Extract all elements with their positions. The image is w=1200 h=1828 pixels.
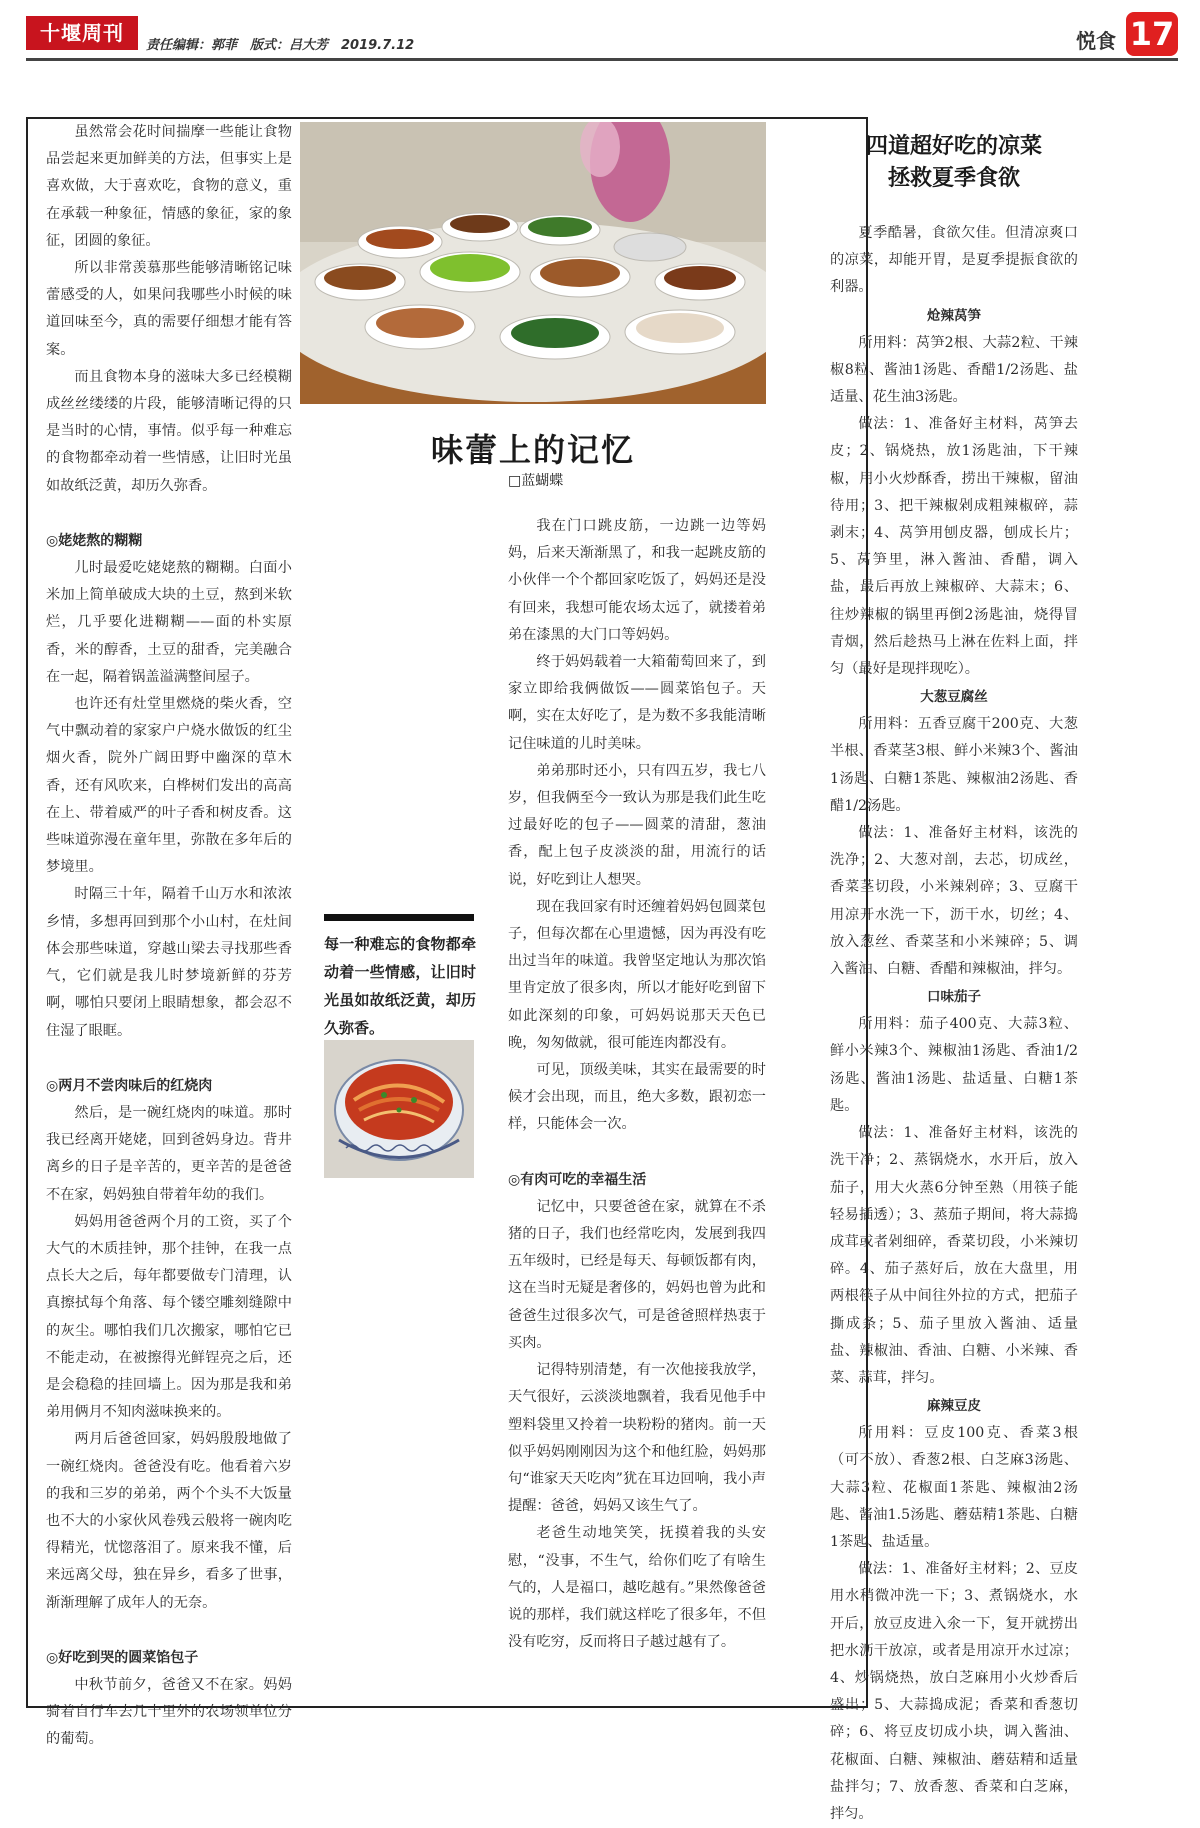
recipe-method: 做法：1、准备好主材料，该洗的洗净；2、大葱对剖，去芯，切成丝，香菜茎切段，小米辣剁碎；3、豆腐干用凉开水洗一下，沥干水，切丝；4、放入葱丝、香菜茎和小米辣碎；5、调入酱油、白糖、香醋和辣椒油，拌匀。 (830, 825, 1078, 978)
paragraph: 两月后爸爸回家，妈妈殷殷地做了一碗红烧肉。爸爸没有吃。他看着六岁的我和三岁的弟弟，两个个头不大饭量也不大的小家伙风卷残云般将一碗肉吃得精光，忧惚落泪了。原来我不懂，后来远离父母，独在异乡，看多了世事，渐渐理解了成年人的无奈。 (46, 1431, 292, 1611)
paragraph: 然后，是一碗红烧肉的味道。那时我已经离开姥姥，回到爸妈身边。背井离乡的日子是辛苦的，更辛苦的是爸爸不在家，妈妈独自带着年幼的我们。 (46, 1104, 292, 1203)
sidebar-title (830, 130, 1078, 194)
section-heading: ◎好吃到哭的圆菜馅包子 (46, 1649, 199, 1666)
recipe-title: 炝辣莴笋 (927, 307, 981, 324)
paragraph: 也许还有灶堂里燃烧的柴火香，空气中飘动着的家家户户烧水做饭的红尘烟火香，院外广阔田野中幽深的草木香，还有风吹来，白桦树们发出的高高在上、带着威严的叶子香和树皮香。这些味道弥漫在童年里，弥散在多年后的梦境里。 (46, 696, 292, 876)
recipe-ingredients: 所用料：茄子400克、大蒜3粒、鲜小米辣3个、辣椒油1汤匙、香油1/2汤匙、酱油1汤匙、盐适量、白糖1茶匙。 (830, 1016, 1078, 1114)
paragraph: 时隔三十年，隔着千山万水和浓浓乡情，多想再回到那个小山村，在灶间体会那些味道，穿越山梁去寻找那些香气，它们就是我儿时梦境新鲜的芬芳啊，哪怕只要闭上眼睛想象，都会忍不住湿了眼眶。 (46, 886, 292, 1039)
recipe-column (830, 220, 1078, 1828)
paragraph: 现在我回家有时还缠着妈妈包圆菜包子，但每次都在心里遗憾，因为再没有吃出过当年的味道。我曾坚定地认为那次馅里肯定放了很多肉，所以才能好吃到留下如此深刻的印象，可妈妈说那天天色已晚，匆匆做就，很可能连肉都没有。 (508, 898, 766, 1051)
paragraph: 所以非常羡慕那些能够清晰铭记味蕾感受的人，如果问我哪些小时候的味道回味至今，真的需要仔细想才能有答案。 (46, 260, 292, 358)
masthead-logo: 十堰周刊 (26, 16, 138, 50)
page-number: 17 (1126, 12, 1178, 56)
paragraph: 记得特别清楚，有一次他接我放学，天气很好，云淡淡地飘着，我看见他手中塑料袋里又拎着一块粉粉的猪肉。前一天似乎妈妈刚刚因为这个和他红脸，妈妈那句“谁家天天吃肉”犹在耳边回响，我小声提醒：爸爸，妈妈又该生气了。 (508, 1362, 766, 1515)
section-heading: ◎有肉可吃的幸福生活 (508, 1171, 647, 1188)
editor-info: 责任编辑：郭菲 版式：吕大芳 2019.7.12 (146, 38, 415, 53)
paragraph: 记忆中，只要爸爸在家，就算在不杀猪的日子，我们也经常吃肉，发展到我四五年级时，已经是每天、每顿饭都有肉，这在当时无疑是奢侈的，妈妈也曾为此和爸爸生过很多次气，可是爸爸照样热衷于买肉。 (508, 1198, 766, 1351)
recipe-method: 做法：1、准备好主材料；2、豆皮用水稍微冲洗一下；3、煮锅烧水，水开后，放豆皮进入氽一下，复开就捞出把水沥干放凉，或者是用凉开水过凉；4、炒锅烧热，放白芝麻用小火炒香后盛出；5、大蒜捣成泥；香菜和香葱切碎；6、将豆皮切成小块，调入酱油、花椒面、白糖、辣椒油、蘑菇精和适量盐拌匀；7、放香葱、香菜和白芝麻，拌匀。 (830, 1561, 1078, 1822)
page-header (26, 10, 1178, 60)
paragraph: 我在门口跳皮筋，一边跳一边等妈妈，后来天渐渐黑了，和我一起跳皮筋的小伙伴一个个都回家吃饭了，妈妈还是没有回来，我想可能农场太远了，就搂着弟弟在漆黑的大门口等妈妈。 (508, 518, 766, 643)
section-heading: ◎姥姥熬的糊糊 (46, 532, 143, 549)
recipe-ingredients: 所用料：莴笋2根、大蒜2粒、干辣椒8粒、酱油1汤匙、香醋1/2汤匙、盐适量、花生油3汤匙。 (830, 334, 1078, 406)
paragraph: 虽然常会花时间揣摩一些能让食物品尝起来更加鲜美的方法，但事实上是喜欢做，大于喜欢吃，食物的意义，重在承载一种象征，情感的象征，家的象征，团圆的象征。 (46, 124, 292, 249)
dish-photo (324, 1040, 474, 1178)
section-name: 悦食 (1076, 29, 1116, 53)
recipe-title: 麻辣豆皮 (927, 1398, 981, 1415)
article-column-2 (508, 513, 766, 1656)
paragraph: 而且食物本身的滋味大多已经模糊成丝丝缕缕的片段，能够清晰记得的只是当时的心情，事情。似乎每一种难忘的食物都牵动着一些情感，让旧时光虽如故纸泛黄，却历久弥香。 (46, 368, 292, 494)
paragraph: 可见，顶级美味，其实在最需要的时候才会出现，而且，绝大多数，跟初恋一样，只能体会一次。 (508, 1062, 766, 1133)
sidebar-intro: 夏季酷暑，食欲欠佳。但清凉爽口的凉菜，却能开胃，是夏季提振食欲的利器。 (830, 225, 1078, 296)
sidebar-title-line: 拯救夏季食欲 (887, 165, 1020, 191)
recipe-method: 做法：1、准备好主材料，该洗的洗干净；2、蒸锅烧水，水开后，放入茄子，用大火蒸6分钟至熟（用筷子能轻易插透）；3、蒸茄子期间，将大蒜捣成茸或者剁细碎，香菜切段，小米辣切碎。4、茄子蒸好后，放在大盘里，用两根筷子从中间往外拉的方式，把茄子撕成条；5、茄子里放入酱油、适量盐、辣椒油、香油、白糖、小米辣、香菜、蒜茸，拌匀。 (830, 1125, 1078, 1386)
article-title: 味蕾上的记忆 (430, 431, 635, 469)
article-column-1 (46, 119, 292, 1754)
paragraph: 妈妈用爸爸两个月的工资，买了个大气的木质挂钟，那个挂钟，在我一点点长大之后，每年都要做专门清理，认真擦拭每个角落、每个镂空雕刻缝隙中的灰尘。哪怕我们几次搬家，哪怕它已不能走动，在被擦得光鲜锃亮之后，还是会稳稳的挂回墙上。因为那是我和弟弟用俩月不知肉滋味换来的。 (46, 1213, 292, 1421)
article-author: □蓝蝴蝶 (508, 473, 564, 489)
sidebar-title-line: 四道超好吃的凉菜 (865, 133, 1042, 159)
paragraph: 弟弟那时还小，只有四五岁，我七八岁，但我俩至今一致认为那是我们此生吃过最好吃的包子——圆菜的清甜，葱油香，配上包子皮淡淡的甜，用流行的话说，好吃到让人想哭。 (508, 762, 766, 888)
recipe-ingredients: 所用料：豆皮100克、香菜3根（可不放）、香葱2根、白芝麻3汤匙、大蒜3粒、花椒面1茶匙、辣椒油2汤匙、酱油1.5汤匙、蘑菇精1茶匙、白糖1茶匙、盐适量。 (830, 1425, 1078, 1550)
pull-quote-bar (324, 914, 474, 921)
paragraph: 终于妈妈载着一大箱葡萄回来了，到家立即给我俩做饭——圆菜馅包子。天啊，实在太好吃了，是为数不多我能清晰记住味道的儿时美味。 (508, 654, 766, 752)
paragraph: 儿时最爱吃姥姥熬的糊糊。白面小米加上简单破成大块的土豆，熬到米软烂，几乎要化进糊糊——面的朴实原香，米的醇香，土豆的甜香，完美融合在一起，隔着锅盖溢满整间屋子。 (46, 560, 292, 685)
section-heading: ◎两月不尝肉味后的红烧肉 (46, 1077, 213, 1094)
header-divider (26, 58, 1178, 61)
recipe-method: 做法：1、准备好主材料，莴笋去皮；2、锅烧热，放1汤匙油，下干辣椒，用小火炒酥香，捞出干辣椒，留油待用；3、把干辣椒剁成粗辣椒碎，蒜剥末；4、莴笋用刨皮器，刨成长片；5、莴笋里，淋入酱油、香醋，调入盐，最后再放上辣椒碎、大蒜末；6、往炒辣椒的锅里再倒2汤匙油，烧得冒青烟，然后趁热马上淋在佐料上面，拌匀（最好是现拌现吃）。 (830, 416, 1078, 678)
recipe-title: 口味茄子 (927, 989, 981, 1006)
recipe-title: 大葱豆腐丝 (920, 689, 988, 706)
dishes-photo (300, 122, 766, 404)
paragraph: 中秋节前夕，爸爸又不在家。妈妈骑着自行车去几十里外的农场领单位分的葡萄。 (46, 1676, 292, 1748)
pull-quote: 每一种难忘的食物都牵动着一些情感，让旧时光虽如故纸泛黄，却历久弥香。 (324, 935, 476, 1037)
recipe-ingredients: 所用料：五香豆腐干200克、大葱半根、香菜茎3根、鲜小米辣3个、酱油1汤匙、白糖1茶匙、辣椒油2汤匙、香醋1/2汤匙。 (830, 716, 1078, 814)
paragraph: 老爸生动地笑笑，抚摸着我的头安慰，“没事，不生气，给你们吃了有啥生气的，人是福口，越吃越有。”果然像爸爸说的那样，我们就这样吃了很多年，不但没有吃穷，反而将日子越过越有了。 (508, 1525, 766, 1651)
